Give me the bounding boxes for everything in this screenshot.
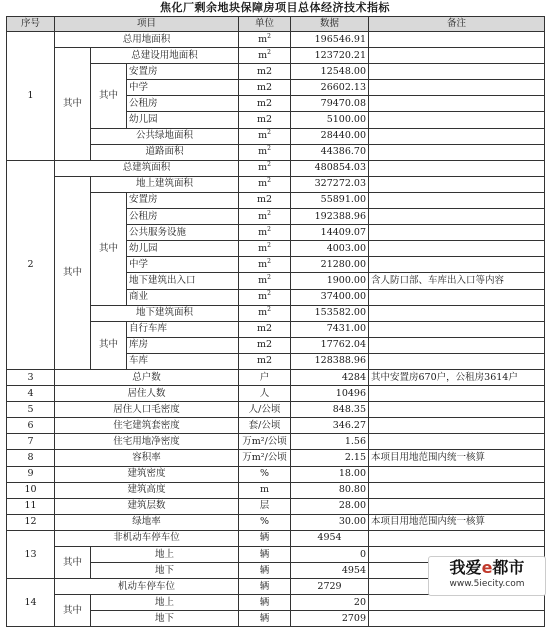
item-cell: 地下建筑出入口 (127, 273, 239, 289)
item-cell: 安置房 (127, 64, 239, 80)
item-cell: 地上 (91, 547, 239, 563)
value-cell: 2729 (291, 579, 369, 595)
unit-cell: 辆 (239, 579, 291, 595)
item-cell: 安置房 (127, 192, 239, 208)
unit-cell: 万m²/公顷 (239, 450, 291, 466)
note-cell (369, 353, 545, 369)
header-row (7, 17, 545, 32)
value-cell: 10496 (291, 386, 369, 402)
seq-cell: 5 (7, 402, 55, 418)
value-cell: 80.80 (291, 482, 369, 498)
value-cell: 7431.00 (291, 321, 369, 337)
item-cell: 地下 (91, 611, 239, 627)
item-cell: 绿地率 (55, 514, 239, 530)
item-cell: 建筑高度 (55, 482, 239, 498)
note-cell (369, 386, 545, 402)
value-cell: 20 (291, 595, 369, 611)
item-cell: 幼儿园 (127, 112, 239, 128)
item-cell: 住宅建筑套密度 (55, 418, 239, 434)
unit-cell: 辆 (239, 563, 291, 579)
item-cell: 总户数 (55, 369, 239, 385)
item-cell: 地下 (91, 563, 239, 579)
note-cell (369, 96, 545, 112)
unit-cell: 万m²/公顷 (239, 434, 291, 450)
unit-cell: $m^2$ (239, 257, 291, 273)
table-row (7, 595, 545, 611)
note-cell (369, 241, 545, 257)
table-row (7, 482, 545, 498)
unit-cell: $m^2$ (239, 289, 291, 305)
table-row (7, 434, 545, 450)
note-cell (369, 144, 545, 160)
value-cell: 26602.13 (291, 80, 369, 96)
seq-cell: 7 (7, 434, 55, 450)
value-cell: 4284 (291, 369, 369, 385)
table-row (7, 48, 545, 64)
value-cell: 123720.21 (291, 48, 369, 64)
note-cell (369, 32, 545, 48)
note-cell (369, 482, 545, 498)
unit-cell: 辆 (239, 547, 291, 563)
item-cell: 机动车停车位 (55, 579, 239, 595)
note-cell (369, 530, 545, 546)
note-cell (369, 418, 545, 434)
seq-cell: 13 (7, 530, 55, 578)
value-cell: 17762.04 (291, 337, 369, 353)
unit-cell: $m^2$ (239, 128, 291, 144)
note-cell (369, 80, 545, 96)
note-cell (369, 402, 545, 418)
item-cell: 地上 (91, 595, 239, 611)
seq-cell: 10 (7, 482, 55, 498)
seq-cell: 2 (7, 160, 55, 369)
item-cell: 商业 (127, 289, 239, 305)
qizhong-label: 其中 (91, 321, 127, 369)
value-cell: 153582.00 (291, 305, 369, 321)
unit-cell: m2 (239, 80, 291, 96)
item-cell: 道路面积 (91, 144, 239, 160)
unit-cell: $m^2$ (239, 305, 291, 321)
unit-cell: m (239, 482, 291, 498)
seq-cell: 14 (7, 579, 55, 627)
unit-cell: 套/公顷 (239, 418, 291, 434)
item-cell: 总用地面积 (55, 32, 239, 48)
note-cell (369, 225, 545, 241)
note-cell: 本项目用地范围内统一核算 (369, 514, 545, 530)
value-cell: 14409.07 (291, 225, 369, 241)
table-row (7, 32, 545, 48)
value-cell: 28.00 (291, 498, 369, 514)
qizhong-label: 其中 (55, 48, 91, 161)
note-cell (369, 305, 545, 321)
unit-cell: m2 (239, 112, 291, 128)
item-cell: 公共绿地面积 (91, 128, 239, 144)
note-cell (369, 192, 545, 208)
unit-cell: m2 (239, 64, 291, 80)
seq-cell: 8 (7, 450, 55, 466)
table-row (7, 369, 545, 385)
table-row (7, 498, 545, 514)
item-cell: 容积率 (55, 450, 239, 466)
note-cell (369, 48, 545, 64)
header-note: 备注 (369, 17, 545, 32)
indicator-table (6, 16, 545, 627)
note-cell (369, 434, 545, 450)
seq-cell: 11 (7, 498, 55, 514)
value-cell: 4003.00 (291, 241, 369, 257)
value-cell: 21280.00 (291, 257, 369, 273)
item-cell: 居住人数 (55, 386, 239, 402)
note-cell (369, 321, 545, 337)
value-cell: 327272.03 (291, 176, 369, 192)
item-cell: 建筑层数 (55, 498, 239, 514)
seq-cell: 6 (7, 418, 55, 434)
value-cell: 196546.91 (291, 32, 369, 48)
item-cell: 总建设用地面积 (91, 48, 239, 64)
value-cell: 28440.00 (291, 128, 369, 144)
value-cell: 1.56 (291, 434, 369, 450)
value-cell: 0 (291, 547, 369, 563)
watermark-logo: 我爱e都市 (449, 558, 525, 577)
note-cell (369, 176, 545, 192)
value-cell: 128388.96 (291, 353, 369, 369)
header-seq: 序号 (7, 17, 55, 32)
unit-cell: % (239, 514, 291, 530)
seq-cell: 9 (7, 466, 55, 482)
spec-sheet (6, 0, 544, 627)
note-cell (369, 466, 545, 482)
unit-cell: m2 (239, 353, 291, 369)
unit-cell: m2 (239, 192, 291, 208)
seq-cell: 4 (7, 386, 55, 402)
note-cell (369, 611, 545, 627)
table-row (7, 530, 545, 546)
unit-cell: $m^2$ (239, 241, 291, 257)
item-cell: 中学 (127, 80, 239, 96)
table-row (7, 514, 545, 530)
value-cell: 30.00 (291, 514, 369, 530)
item-cell: 车库 (127, 353, 239, 369)
seq-cell: 1 (7, 32, 55, 161)
value-cell: 4954 (291, 530, 369, 546)
value-cell: 37400.00 (291, 289, 369, 305)
unit-cell: 辆 (239, 611, 291, 627)
value-cell: 5100.00 (291, 112, 369, 128)
item-cell: 总建筑面积 (55, 160, 239, 176)
note-cell (369, 289, 545, 305)
unit-cell: $m^2$ (239, 176, 291, 192)
header-unit: 单位 (239, 17, 291, 32)
qizhong-label: 其中 (91, 64, 127, 128)
unit-cell: m2 (239, 96, 291, 112)
note-cell (369, 209, 545, 225)
site-watermark (428, 556, 546, 596)
item-cell: 库房 (127, 337, 239, 353)
qizhong-label: 其中 (55, 176, 91, 369)
value-cell: 12548.00 (291, 64, 369, 80)
value-cell: 848.35 (291, 402, 369, 418)
header-value: 数据 (291, 17, 369, 32)
unit-cell: $m^2$ (239, 48, 291, 64)
note-cell (369, 498, 545, 514)
note-cell (369, 112, 545, 128)
item-cell: 居住人口毛密度 (55, 402, 239, 418)
watermark-url: www.5iecity.com (449, 579, 525, 589)
note-cell (369, 128, 545, 144)
note-cell (369, 595, 545, 611)
unit-cell: $m^2$ (239, 32, 291, 48)
seq-cell: 12 (7, 514, 55, 530)
unit-cell: $m^2$ (239, 209, 291, 225)
unit-cell: m2 (239, 337, 291, 353)
note-cell (369, 337, 545, 353)
unit-cell: 户 (239, 369, 291, 385)
value-cell: 1900.00 (291, 273, 369, 289)
unit-cell: 辆 (239, 530, 291, 546)
item-cell: 住宅用地净密度 (55, 434, 239, 450)
note-cell (369, 257, 545, 273)
note-cell: 其中安置房670户，公租房3614户 (369, 369, 545, 385)
item-cell: 地上建筑面积 (91, 176, 239, 192)
note-cell (369, 160, 545, 176)
unit-cell: $m^2$ (239, 144, 291, 160)
value-cell: 44386.70 (291, 144, 369, 160)
value-cell: 2.15 (291, 450, 369, 466)
unit-cell: % (239, 466, 291, 482)
unit-cell: 辆 (239, 595, 291, 611)
value-cell: 2709 (291, 611, 369, 627)
item-cell: 非机动车停车位 (55, 530, 239, 546)
note-cell: 含人防口部、车库出入口等内容 (369, 273, 545, 289)
qizhong-label: 其中 (55, 595, 91, 627)
item-cell: 建筑密度 (55, 466, 239, 482)
unit-cell: $m^2$ (239, 225, 291, 241)
table-row (7, 402, 545, 418)
table-row (7, 418, 545, 434)
unit-cell: $m^2$ (239, 160, 291, 176)
header-item: 项目 (55, 17, 239, 32)
unit-cell: 人/公顷 (239, 402, 291, 418)
value-cell: 55891.00 (291, 192, 369, 208)
value-cell: 4954 (291, 563, 369, 579)
value-cell: 18.00 (291, 466, 369, 482)
item-cell: 自行车库 (127, 321, 239, 337)
note-cell: 本项目用地范围内统一核算 (369, 450, 545, 466)
item-cell: 公租房 (127, 209, 239, 225)
item-cell: 公租房 (127, 96, 239, 112)
value-cell: 79470.08 (291, 96, 369, 112)
unit-cell: 层 (239, 498, 291, 514)
item-cell: 中学 (127, 257, 239, 273)
unit-cell: 人 (239, 386, 291, 402)
table-row (7, 386, 545, 402)
document-title: 焦化厂剩余地块保障房项目总体经济技术指标 (160, 1, 390, 14)
item-cell: 地下建筑面积 (91, 305, 239, 321)
qizhong-label: 其中 (91, 192, 127, 305)
value-cell: 192388.96 (291, 209, 369, 225)
unit-cell: m2 (239, 321, 291, 337)
seq-cell: 3 (7, 369, 55, 385)
table-row (7, 176, 545, 192)
value-cell: 346.27 (291, 418, 369, 434)
item-cell: 公共服务设施 (127, 225, 239, 241)
unit-cell: $m^2$ (239, 273, 291, 289)
qizhong-label: 其中 (55, 547, 91, 579)
value-cell: 480854.03 (291, 160, 369, 176)
table-row (7, 450, 545, 466)
table-row (7, 160, 545, 176)
note-cell (369, 64, 545, 80)
item-cell: 幼儿园 (127, 241, 239, 257)
table-row (7, 466, 545, 482)
